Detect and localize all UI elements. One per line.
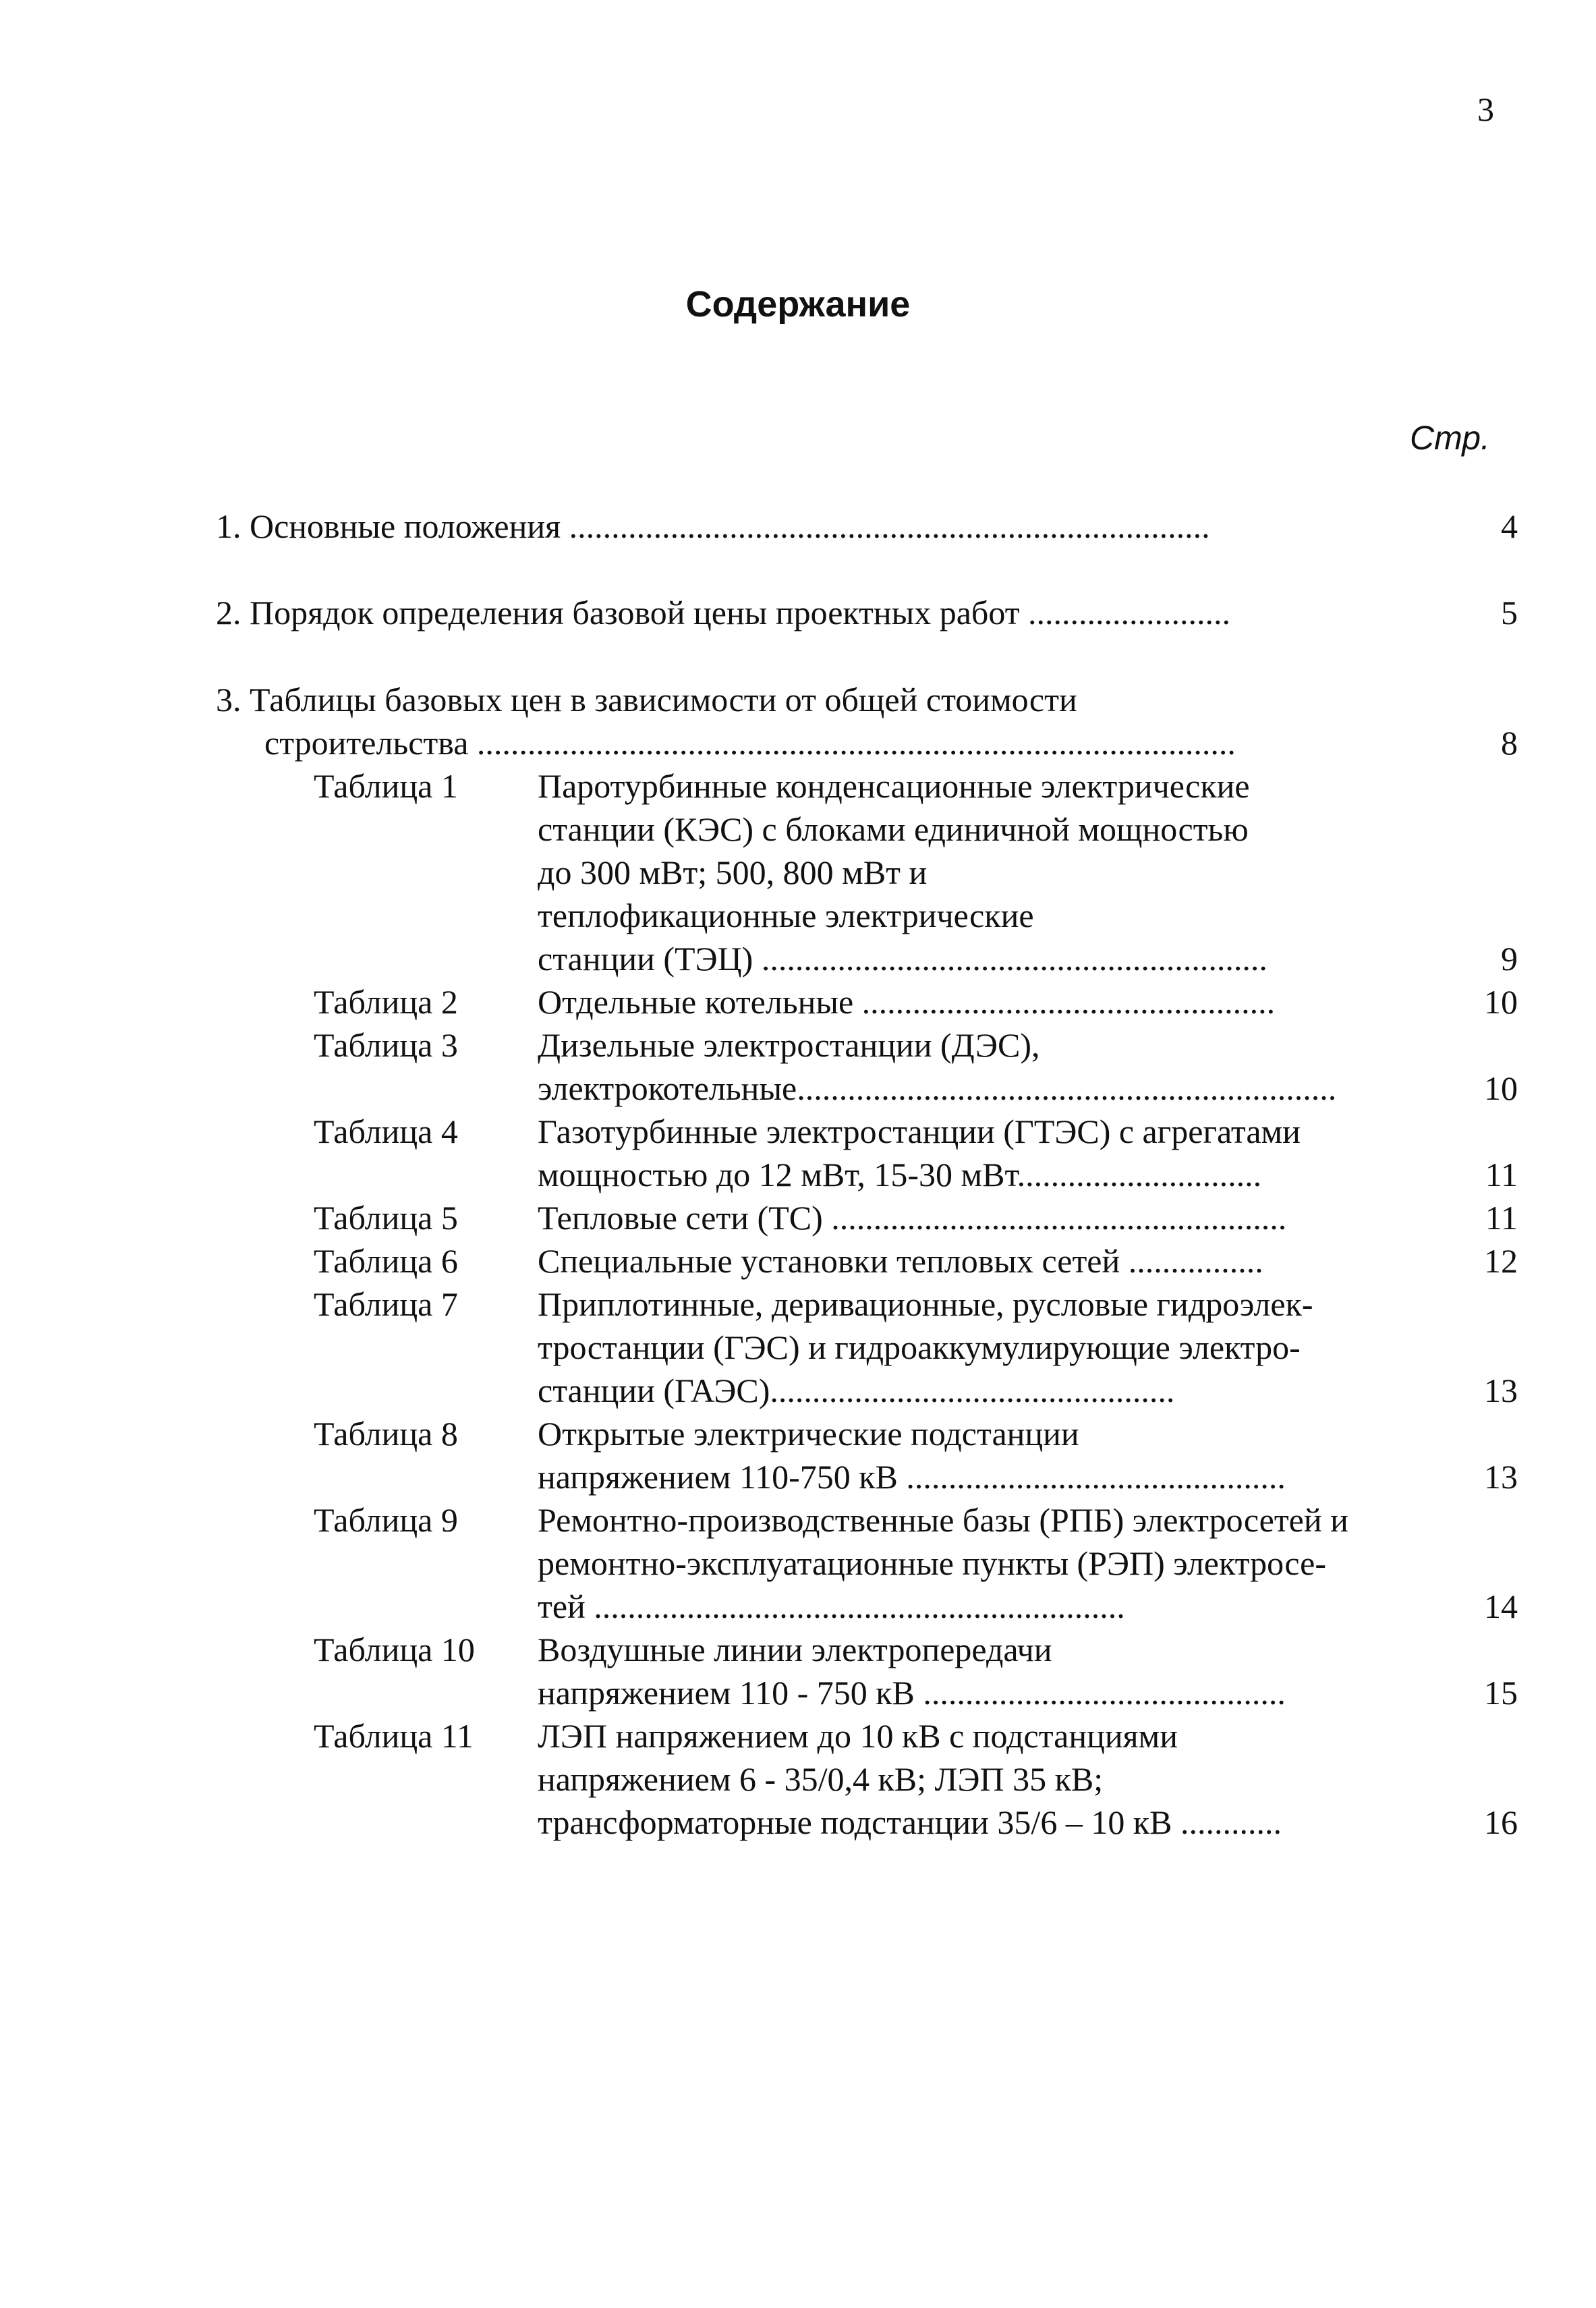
table-entry-line[interactable]: ремонтно-эксплуатационные пункты (РЭП) электросе- [538, 1544, 1326, 1582]
toc-page-number: 10 [1484, 983, 1518, 1021]
toc-page-number: 15 [1484, 1674, 1518, 1712]
table-entry-line[interactable]: Паротурбинные конденсационные электрические [538, 767, 1250, 805]
table-entry-line[interactable]: мощностью до 12 мВт, 15-30 мВт............................. [538, 1156, 1262, 1193]
toc-section-1[interactable]: 1. Основные положения ............................................................................ [216, 507, 1210, 545]
table-entry-line[interactable]: трансформаторные подстанции 35/6 – 10 кВ ............ [538, 1803, 1282, 1841]
table-label: Таблица 3 [314, 1026, 458, 1064]
toc-page-number: 12 [1484, 1242, 1518, 1280]
table-entry-line[interactable]: Тепловые сети (ТС) ...................................................... [538, 1199, 1287, 1237]
table-label: Таблица 2 [314, 983, 458, 1021]
table-entry-line[interactable]: напряжением 110 - 750 кВ ........................................... [538, 1674, 1286, 1712]
toc-page-number: 9 [1501, 940, 1518, 978]
table-entry-line[interactable]: Открытые электрические подстанции [538, 1415, 1079, 1453]
table-label: Таблица 10 [314, 1631, 475, 1668]
toc-section-3-line-2[interactable]: строительства .......................................................................................... [264, 724, 1236, 762]
toc-page-number: 13 [1484, 1372, 1518, 1409]
toc-page-number: 13 [1484, 1458, 1518, 1496]
table-entry-line[interactable]: Приплотинные, деривационные, русловые гидроэлек- [538, 1285, 1313, 1323]
toc-page-number: 14 [1484, 1587, 1518, 1625]
table-entry-line[interactable]: напряжением 6 - 35/0,4 кВ; ЛЭП 35 кВ; [538, 1760, 1104, 1798]
table-entry-line[interactable]: Газотурбинные электростанции (ГТЭС) с агрегатами [538, 1113, 1301, 1150]
table-entry-line[interactable]: Специальные установки тепловых сетей ................ [538, 1242, 1263, 1280]
table-label: Таблица 5 [314, 1199, 458, 1237]
toc-page-number: 10 [1484, 1069, 1518, 1107]
page-column-label: Стр. [1410, 419, 1490, 457]
page-title: Содержание [685, 284, 911, 325]
table-entry-line[interactable]: Ремонтно-производственные базы (РПБ) электросетей и [538, 1501, 1348, 1539]
table-entry-line[interactable]: напряжением 110-750 кВ ............................................. [538, 1458, 1286, 1496]
table-entry-line[interactable]: теплофикационные электрические [538, 897, 1034, 934]
toc-page-number: 8 [1501, 724, 1518, 762]
table-label: Таблица 11 [314, 1717, 474, 1755]
table-entry-line[interactable]: Воздушные линии электропередачи [538, 1631, 1052, 1668]
toc-page-number: 11 [1485, 1199, 1518, 1237]
table-entry-line[interactable]: станции (ГАЭС)................................................ [538, 1372, 1175, 1409]
table-entry-line[interactable]: Дизельные электростанции (ДЭС), [538, 1026, 1040, 1064]
table-entry-line[interactable]: станции (ТЭЦ) ............................................................ [538, 940, 1267, 978]
toc-page-number: 4 [1501, 507, 1518, 545]
table-label: Таблица 9 [314, 1501, 458, 1539]
table-label: Таблица 8 [314, 1415, 458, 1453]
table-entry-line[interactable]: тростанции (ГЭС) и гидроаккумулирующие электро- [538, 1328, 1301, 1366]
table-label: Таблица 7 [314, 1285, 458, 1323]
table-entry-line[interactable]: станции (КЭС) с блоками единичной мощностью [538, 810, 1249, 848]
table-entry-line[interactable]: электрокотельные................................................................ [538, 1069, 1337, 1107]
toc-page-number: 11 [1485, 1156, 1518, 1193]
table-label: Таблица 1 [314, 767, 458, 805]
toc-page-number: 5 [1501, 594, 1518, 631]
table-label: Таблица 4 [314, 1113, 458, 1150]
toc-page-number: 16 [1484, 1803, 1518, 1841]
table-entry-line[interactable]: тей ............................................................... [538, 1587, 1125, 1625]
table-label: Таблица 6 [314, 1242, 458, 1280]
page-number: 3 [1477, 90, 1494, 128]
table-entry-line[interactable]: ЛЭП напряжением до 10 кВ с подстанциями [538, 1717, 1178, 1755]
table-entry-line[interactable]: Отдельные котельные ................................................. [538, 983, 1276, 1021]
table-entry-line[interactable]: до 300 мВт; 500, 800 мВт и [538, 853, 928, 891]
toc-section-2[interactable]: 2. Порядок определения базовой цены проектных работ ........................ [216, 594, 1231, 631]
toc-section-3-line-1[interactable]: 3. Таблицы базовых цен в зависимости от общей стоимости [216, 681, 1077, 719]
